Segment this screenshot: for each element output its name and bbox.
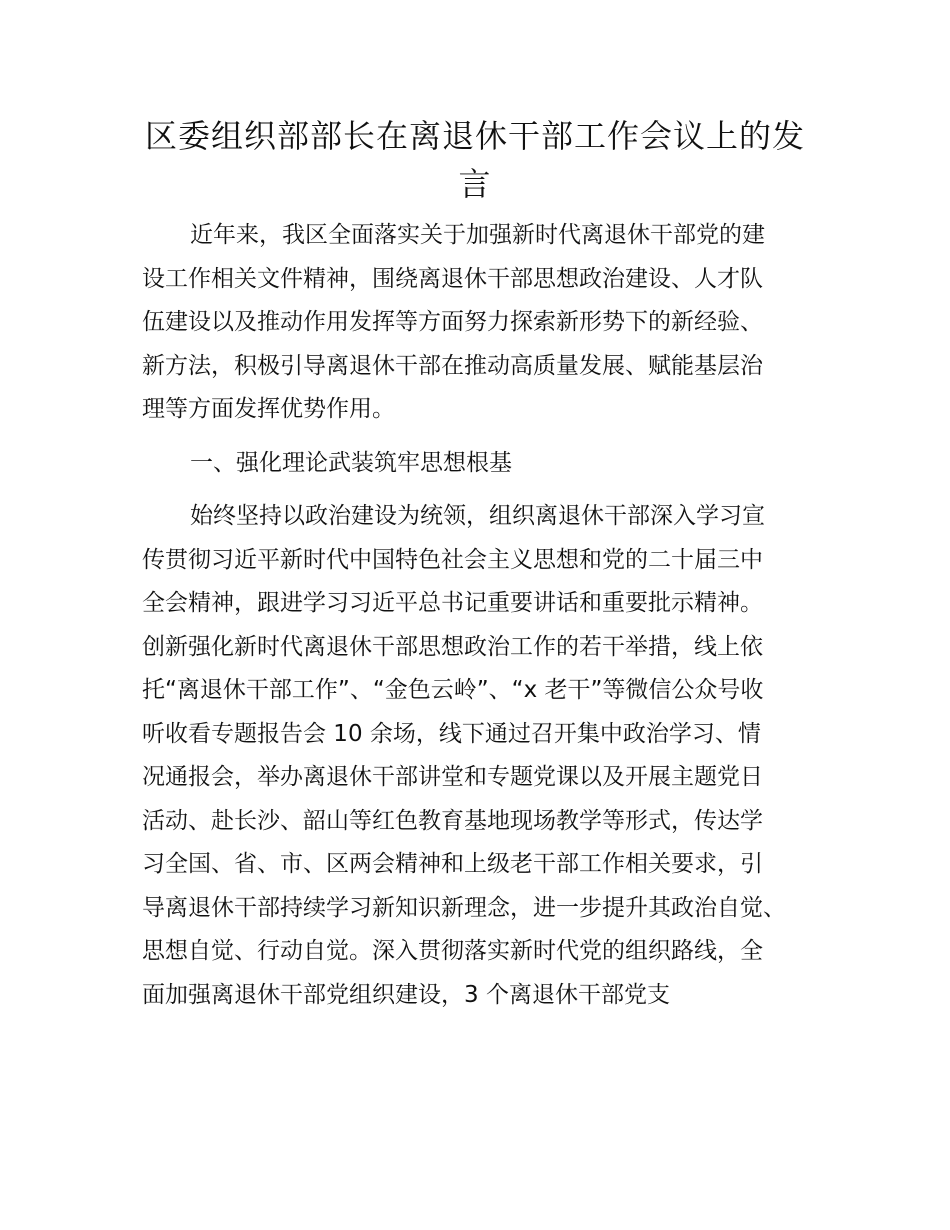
paragraph-line: 况通报会，举办离退休干部讲堂和专题党课以及开展主题党日 (142, 764, 763, 790)
paragraph-line: 伍建设以及推动作用发挥等方面努力探索新形势下的新经验、 (142, 309, 763, 335)
paragraph-line: 始终坚持以政治建设为统领，组织离退休干部深入学习宣 (190, 503, 765, 529)
document-title (120, 112, 830, 208)
section-heading-text: 一、强化理论武装筑牢思想根基 (190, 449, 512, 476)
paragraph-line: 思想自觉、行动自觉。深入贯彻落实新时代党的组织路线，全 (142, 938, 763, 964)
paragraph-line: 面加强离退休干部党组织建设，3 个离退休干部党支 (142, 981, 670, 1008)
paragraph-section-one (142, 495, 826, 1017)
document-body (142, 214, 826, 1027)
paragraph-intro (142, 214, 826, 432)
paragraph-line: 新方法，积极引导离退休干部在推动高质量发展、赋能基层治 (142, 352, 763, 379)
paragraph-line: 听收看专题报告会 10 余场，线下通过召开集中政治学习、情 (142, 720, 761, 747)
paragraph-line: 理等方面发挥优势作用。 (142, 396, 395, 422)
paragraph-line: 传贯彻习近平新时代中国特色社会主义思想和党的二十届三中 (142, 546, 763, 573)
paragraph-line: 习全国、省、市、区两会精神和上级老干部工作相关要求，引 (142, 851, 763, 877)
paragraph-line: 导离退休干部持续学习新知识新理念，进一步提升其政治自觉、 (142, 894, 786, 921)
paragraph-line: 设工作相关文件精神，围绕离退休干部思想政治建设、人才队 (142, 265, 763, 292)
title-line: 言 (458, 165, 492, 203)
paragraph-line: 创新强化新时代离退休干部思想政治工作的若干举措，线上依 (142, 633, 763, 660)
paragraph-line: 全会精神，跟进学习习近平总书记重要讲话和重要批示精神。 (142, 590, 763, 616)
paragraph-line: 活动、赴长沙、韶山等红色教育基地现场教学等形式，传达学 (142, 807, 763, 834)
paragraph-line: 近年来，我区全面落实关于加强新时代离退休干部党的建 (190, 222, 765, 248)
section-heading (142, 442, 826, 486)
paragraph-line: 托“离退休干部工作”、“金色云岭”、“x 老干”等微信公众号收 (142, 677, 764, 703)
title-line: 区委组织部部长在离退休干部工作会议上的发 (144, 117, 805, 155)
